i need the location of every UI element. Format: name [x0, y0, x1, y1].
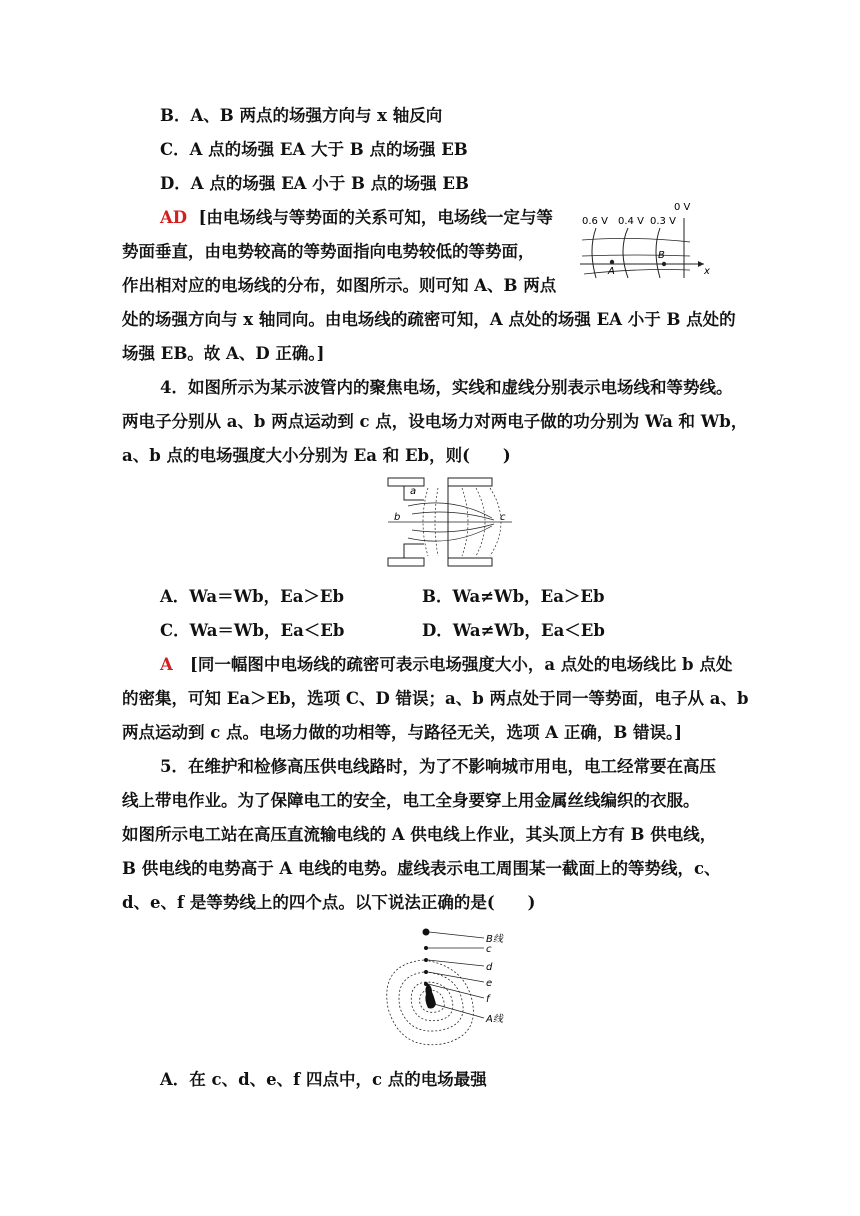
- label-06v: 0.6 V: [582, 216, 608, 227]
- q4-line1: 4．如图所示为某示波管内的聚焦电场，实线和虚线分别表示电场线和等势线。: [160, 378, 733, 397]
- q5-line5: d、e、f 是等势线上的四个点。以下说法正确的是( ): [122, 893, 536, 912]
- q4-option-c: C．Wa＝Wb，Ea＜Eb: [160, 621, 345, 640]
- label-c: c: [500, 512, 506, 523]
- q4-option-d: D．Wa≠Wb，Ea＜Eb: [422, 621, 605, 640]
- q4-figure: [382, 476, 522, 568]
- q3-option-d: D．A 点的场强 EA 小于 B 点的场强 EB: [160, 174, 469, 193]
- q4-option-b: B．Wa≠Wb，Ea＞Eb: [422, 587, 605, 606]
- q5-line3: 如图所示电工站在高压直流输电线的 A 供电线上作业，其头顶上方有 B 供电线，: [122, 825, 717, 844]
- q4-answer-key: A: [160, 655, 173, 674]
- q5-line1: 5．在维护和检修高压供电线路时，为了不影响城市用电，电工经常要在高压: [160, 757, 716, 776]
- q3-answer-line5: 场强 EB。故 A、D 正确。]: [122, 344, 325, 363]
- q4-option-a: A．Wa＝Wb，Ea＞Eb: [160, 587, 345, 606]
- label-f: f: [486, 994, 490, 1005]
- q4-answer-text1: [同一幅图中电场线的疏密可表示电场强度大小，a 点处的电场线比 b 点处: [190, 655, 733, 674]
- q4-answer-line1: [160, 653, 732, 677]
- label-e: e: [486, 978, 493, 989]
- label-c: c: [486, 944, 492, 955]
- q3-option-b: B．A、B 两点的场强方向与 x 轴反向: [160, 106, 443, 125]
- q4-line2: 两电子分别从 a、b 两点运动到 c 点，设电场力对两电子做的功分别为 Wa 和 Wb，: [122, 412, 748, 431]
- q4-answer-line2: 的密集，可知 Ea＞Eb，选项 C、D 错误；a、b 两点处于同一等势面，电子从 a、b: [122, 689, 749, 708]
- q3-figure: [578, 200, 718, 280]
- q3-answer-line2: 势面垂直，由电势较高的等势面指向电势较低的等势面，: [122, 242, 535, 261]
- q5-line4: B 供电线的电势高于 A 电线的电势。虚线表示电工周围某一截面上的等势线，c、: [122, 859, 721, 878]
- q4-answer-line3: 两点运动到 c 点。电场力做的功相等，与路径无关，选项 A 正确，B 错误。]: [122, 723, 683, 742]
- label-a-line: A线: [486, 1014, 503, 1025]
- label-point-a: A: [608, 266, 615, 277]
- q5-figure: [380, 924, 520, 1060]
- label-b: b: [394, 512, 401, 523]
- label-point-b: B: [658, 250, 665, 261]
- q5-option-a: A．在 c、d、e、f 四点中，c 点的电场最强: [160, 1070, 487, 1089]
- label-a: a: [410, 486, 417, 497]
- label-03v: 0.3 V: [650, 216, 676, 227]
- label-x-axis: x: [704, 266, 710, 277]
- label-04v: 0.4 V: [618, 216, 644, 227]
- q3-answer-line4: 处的场强方向与 x 轴同向。由电场线的疏密可知，A 点处的场强 EA 小于 B 点处的: [122, 310, 736, 329]
- label-0v: 0 V: [674, 202, 691, 213]
- q4-line3: a、b 点的电场强度大小分别为 Ea 和 Eb，则( ): [122, 446, 511, 465]
- q3-answer-line1: [160, 206, 553, 230]
- q3-answer-key: AD: [160, 208, 188, 227]
- label-d: d: [486, 962, 493, 973]
- q5-line2: 线上带电作业。为了保障电工的安全，电工全身要穿上用金属丝线编织的衣服。: [122, 791, 700, 810]
- q3-answer-line3: 作出相对应的电场线的分布，如图所示。则可知 A、B 两点: [122, 276, 557, 295]
- q3-option-c: C．A 点的场强 EA 大于 B 点的场强 EB: [160, 140, 468, 159]
- label-b-line: B线: [486, 934, 503, 945]
- q3-answer-text1: [由电场线与等势面的关系可知，电场线一定与等: [198, 208, 553, 227]
